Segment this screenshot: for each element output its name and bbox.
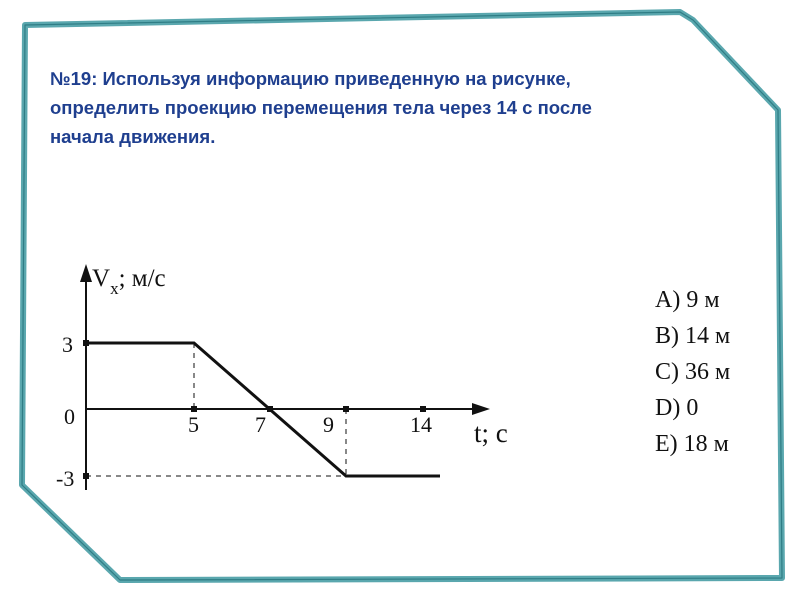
answer-option-c[interactable]: C) 36 м [655, 359, 731, 385]
question-line: начала движения. [50, 126, 216, 147]
answer-option-d[interactable]: D) 0 [655, 395, 699, 421]
y-axis-label-rest: ; м/с [118, 265, 166, 292]
y-axis-label-sub: x [110, 279, 119, 298]
y-tick-label: -3 [56, 466, 75, 491]
answer-option-a[interactable]: A) 9 м [655, 287, 720, 313]
y-axis-label-main: V [92, 265, 111, 292]
question-line: №19: Используя информацию приведенную на рисунке, [50, 68, 571, 89]
y-axis-label [92, 265, 166, 298]
x-tick-label: 14 [410, 412, 432, 437]
answer-option-b[interactable]: B) 14 м [655, 323, 731, 349]
answer-options [655, 282, 730, 462]
x-tick-label: 9 [323, 412, 334, 437]
y-tick-label: 3 [62, 332, 73, 357]
y-tick-label: 0 [64, 404, 75, 429]
question-line: определить проекцию перемещения тела через 14 с после [50, 97, 592, 118]
x-axis-arrow [472, 403, 490, 415]
x-tick-label: 5 [188, 412, 199, 437]
x-tick-label: 7 [255, 412, 266, 437]
answer-option-e[interactable]: E) 18 м [655, 431, 729, 457]
x-tick-9 [343, 406, 349, 412]
x-axis-label: t; с [474, 418, 508, 448]
y-axis-arrow [80, 264, 92, 282]
y-tick-minus3 [83, 473, 89, 479]
